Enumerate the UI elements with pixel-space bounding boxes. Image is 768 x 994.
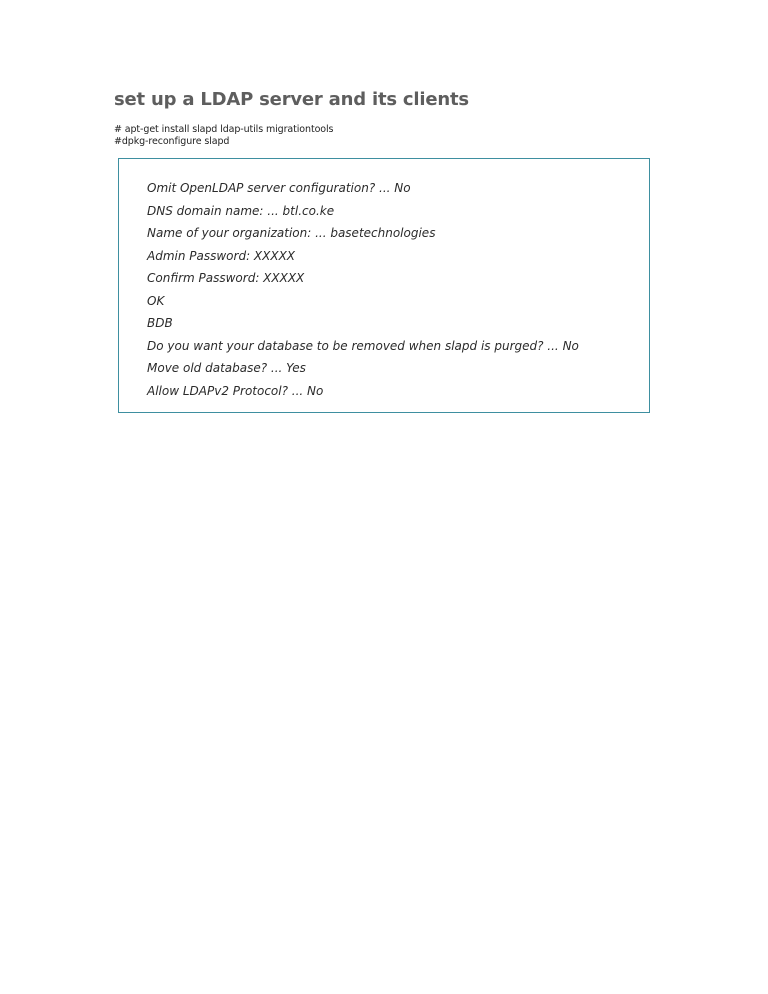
- config-line-confirm-password: Confirm Password: XXXXX: [147, 271, 305, 285]
- config-line-remove-database: Do you want your database to be removed when slapd is purged? ... No: [147, 338, 579, 353]
- config-line-move-old-database: Move old database? ... Yes: [147, 361, 306, 375]
- command-reconfigure: #dpkg-reconfigure slapd: [114, 136, 230, 147]
- config-answers-box: [118, 158, 650, 413]
- config-answers-list: [147, 180, 579, 405]
- config-line-organization: Name of your organization: ... basetechnologies: [147, 226, 436, 240]
- config-line-allow-ldapv2: Allow LDAPv2 Protocol? ... No: [147, 383, 324, 398]
- config-line-omit-server-config: Omit OpenLDAP server configuration? ... No: [147, 181, 411, 195]
- command-install: # apt-get install slapd ldap-utils migrationtools: [114, 124, 334, 135]
- page-title: set up a LDAP server and its clients: [114, 89, 469, 110]
- config-line-dns-domain: DNS domain name: ... btl.co.ke: [147, 203, 335, 218]
- config-line-ok: OK: [147, 293, 165, 308]
- config-line-backend: BDB: [147, 316, 173, 330]
- config-line-admin-password: Admin Password: XXXXX: [147, 248, 296, 263]
